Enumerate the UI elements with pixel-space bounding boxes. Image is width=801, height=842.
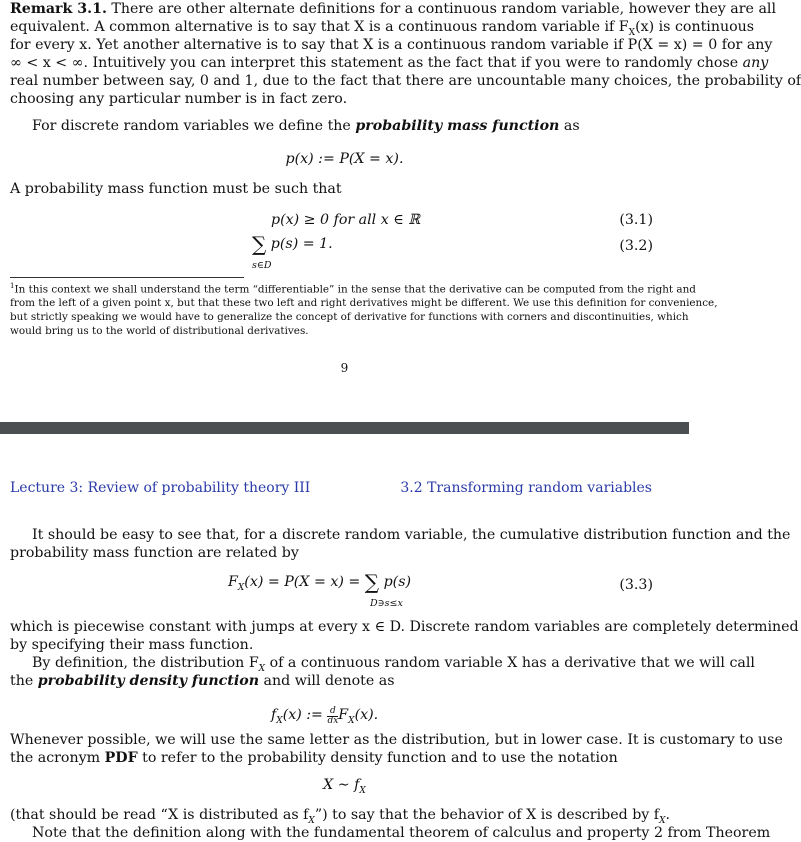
page-gap bbox=[0, 402, 689, 422]
remark-line-5: real number between say, 0 and 1, due to the fact that there are uncountable many choices, the probability of bbox=[10, 73, 801, 89]
remark-line-3: for every x. Yet another alternative is to say that X is a continuous random variable if P(X = x) = 0 for any bbox=[10, 37, 773, 53]
whenever-line-1: Whenever possible, we will use the same letter as the distribution, but in lower case. It is customary to use bbox=[10, 732, 783, 748]
pmf-term: probability mass function bbox=[355, 118, 560, 134]
pmf-definition: p(x) := P(X = x). bbox=[285, 151, 404, 167]
remark-line-6: choosing any particular number is in fact zero. bbox=[10, 91, 348, 107]
header-section-link[interactable]: 3.2 Transforming random variables bbox=[400, 480, 652, 496]
notation: X ∼ $f_X$ bbox=[323, 777, 366, 796]
page-divider bbox=[0, 422, 689, 434]
page-number: 9 bbox=[340, 361, 349, 375]
eq-3-2-number: (3.2) bbox=[619, 238, 653, 254]
piecewise-line-2: by specifying their mass function. bbox=[10, 637, 254, 653]
read-as-line: (that should be read “X is distributed as $f_X$”) to say that the behavior of X is described by $f_X$. bbox=[10, 807, 670, 826]
footnote-rule bbox=[10, 277, 244, 278]
header-lecture-link[interactable]: Lecture 3: Review of probability theory III bbox=[10, 480, 311, 496]
eq-3-3: $F_X(x) = P(X = x)$ = ∑ p(s) bbox=[228, 570, 412, 594]
eq-3-3-number: (3.3) bbox=[619, 577, 653, 593]
remark-line-1: Remark 3.1. There are other alternate definitions for a continuous random variable, however they are all bbox=[10, 1, 776, 17]
cdf-intro-line-1: It should be easy to see that, for a discrete random variable, the cumulative distribution function and the bbox=[32, 527, 791, 543]
eq-3-2-subscript: s∈D bbox=[252, 260, 272, 271]
remark-line-4: ∞ < x < ∞. Intuitively you can interpret this statement as the fact that if you were to randomly chose any bbox=[10, 55, 769, 71]
cdf-intro-line-2: probability mass function are related by bbox=[10, 545, 299, 561]
pdf-term: probability density function bbox=[37, 673, 260, 689]
remark-line-2: equivalent. A common alternative is to say that X is a continuous random variable if $F_X(x)$ is continuous bbox=[10, 19, 755, 38]
page-1 bbox=[0, 0, 801, 402]
eq-3-3-subscript: D∋s≤x bbox=[370, 598, 403, 609]
pmf-intro: For discrete random variables we define the probability mass function as bbox=[32, 118, 580, 134]
piecewise-line-1: which is piecewise constant with jumps at every x ∈ D. Discrete random variables are completely determined bbox=[10, 619, 799, 635]
pmf-must: A probability mass function must be such that bbox=[10, 181, 342, 197]
eq-3-1-number: (3.1) bbox=[619, 212, 653, 228]
derivative-fraction: $\frac{d}{dx}$ bbox=[327, 706, 339, 726]
last-line: Note that the definition along with the fundamental theorem of calculus and property 2 from Theorem bbox=[32, 825, 771, 841]
pdf-def-line-1: By definition, the distribution $F_X$ of a continuous random variable X has a derivative that we will call bbox=[32, 655, 755, 674]
eq-3-2: ∑ p(s) = 1. bbox=[252, 232, 333, 256]
pdf-acronym: PDF bbox=[104, 750, 138, 766]
remark-label: Remark 3.1. bbox=[10, 1, 107, 17]
pdf-def-line-2: the probability density function and will denote as bbox=[10, 673, 395, 689]
eq-pdf: $f_X(x)$ := $\frac{d}{dx}$ $F_X(x)$. bbox=[271, 706, 379, 726]
footnote: $^1$In this context we shall understand the term “differentiable” in the sense that the derivative can be computed from the right and from the left of a given point x, but that these two left and right derivatives might be different. We use this definition for convenience, but strictly speaking we would have to generalize the concept of derivative for functions with corners and discontinuities, which would bring us to the world of distributional derivatives. bbox=[10, 282, 718, 338]
eq-3-1: p(x) ≥ 0 for all x ∈ ℝ bbox=[271, 212, 421, 228]
whenever-line-2: the acronym PDF to refer to the probability density function and to use the notation bbox=[10, 750, 618, 766]
